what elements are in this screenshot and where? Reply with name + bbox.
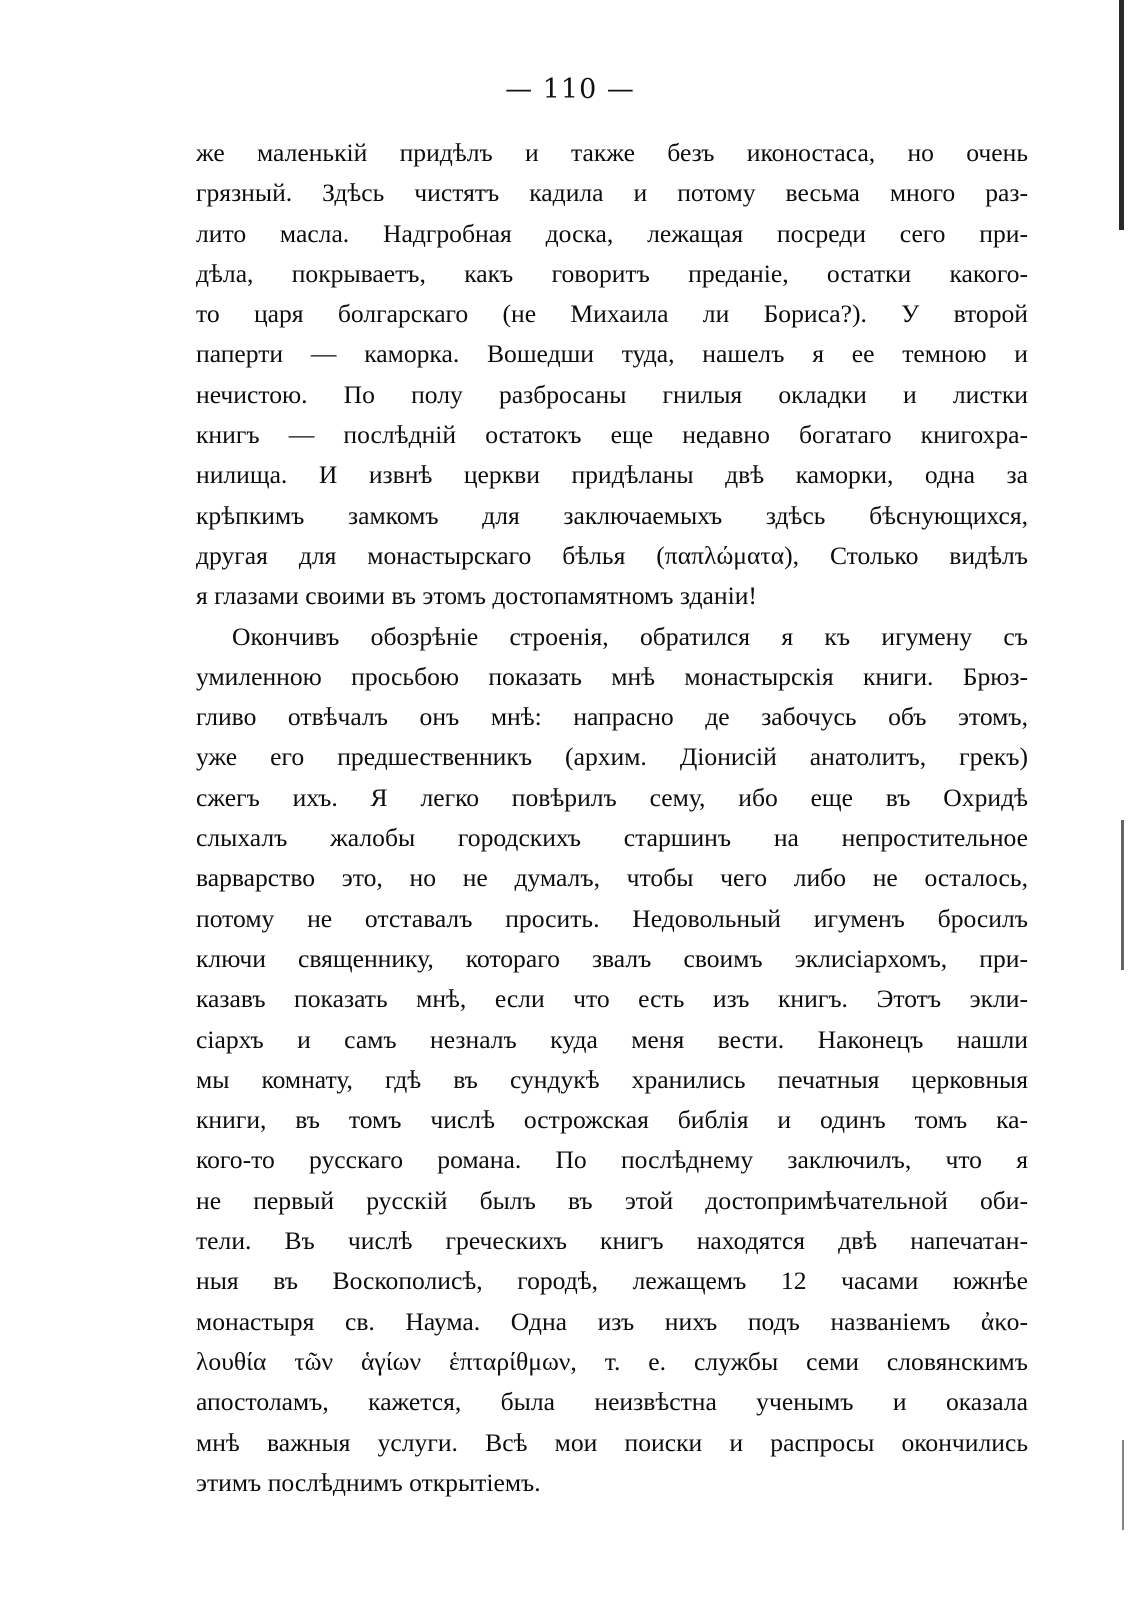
page-number: — 110 — xyxy=(505,74,635,105)
text-line: же маленькій придѣлъ и также безъ иконостаса, но очень xyxy=(196,138,1028,167)
text-line: сіархъ и самъ незналъ куда меня вести. Наконецъ нашли xyxy=(196,1024,1028,1054)
text-line: грязный. Здѣсь чистятъ кадила и потому весьма много раз- xyxy=(196,178,1028,208)
scan-edge-shadow xyxy=(1122,1440,1124,1530)
text-line: мнѣ важныя услуги. Всѣ мои поиски и распросы окончились xyxy=(196,1427,1028,1457)
text-line: другая для монастырскаго бѣлья (παπλώματα), Столько видѣлъ xyxy=(196,540,1028,570)
text-line: книги, въ томъ числѣ острожская библія и одинъ томъ ка- xyxy=(196,1105,1028,1135)
text-line: варварство это, но не думалъ, чтобы чего либо не осталось, xyxy=(196,863,1028,893)
text-line: слыхалъ жалобы городскихъ старшинъ на непростительное xyxy=(196,823,1028,853)
text-line: потому не отставалъ просить. Недовольный игуменъ бросилъ xyxy=(196,903,1028,933)
text-line: лито масла. Надгробная доска, лежащая посреди сего при- xyxy=(196,218,1028,248)
text-line: тели. Въ числѣ греческихъ книгъ находятся двѣ напечатан- xyxy=(196,1226,1028,1256)
text-line: этимъ послѣднимъ открытіемъ. xyxy=(196,1467,541,1497)
text-line: кого-то русскаго романа. По послѣднему заключилъ, что я xyxy=(196,1145,1028,1175)
text-line: не первый русскій былъ въ этой достопримѣчательной оби- xyxy=(196,1185,1028,1215)
scan-edge-shadow xyxy=(1119,0,1124,230)
text-line: крѣпкимъ замкомъ для заключаемыхъ здѣсь бѣснующихся, xyxy=(196,500,1028,530)
text-line: нечистою. По полу разбросаны гнилыя окладки и листки xyxy=(196,379,1028,409)
text-line: дѣла, покрываетъ, какъ говоритъ преданіе, остатки какого- xyxy=(196,258,1028,288)
text-line: сжегъ ихъ. Я легко повѣрилъ сему, ибо еще въ Охридѣ xyxy=(196,782,1028,812)
text-line: мы комнату, гдѣ въ сундукѣ хранились печатныя церковныя xyxy=(196,1064,1028,1094)
text-line: монастыря св. Наума. Одна изъ нихъ подъ названіемъ ἀκο- xyxy=(196,1306,1028,1336)
text-line: апостоламъ, кажется, была неизвѣстна ученымъ и оказала xyxy=(196,1387,1028,1417)
text-line: ныя въ Воскополисѣ, городѣ, лежащемъ 12 часами южнѣе xyxy=(196,1266,1028,1296)
text-line: уже его предшественникъ (архим. Діонисій анатолитъ, грекъ) xyxy=(196,742,1028,772)
text-line: гливо отвѣчалъ онъ мнѣ: напрасно де забочусь объ этомъ, xyxy=(196,702,1028,732)
paragraph-start-line: Окончивъ обозрѣніе строенія, обратился я къ игумену съ xyxy=(232,621,1028,651)
text-line: я глазами своими въ этомъ достопамятномъ зданіи! xyxy=(196,581,757,611)
text-line: умиленною просьбою показать мнѣ монастырскія книги. Брюз- xyxy=(196,661,1028,691)
text-line: ключи священнику, котораго звалъ своимъ эклисіархомъ, при- xyxy=(196,943,1028,973)
scan-edge-shadow xyxy=(1121,820,1124,970)
text-line: казавъ показать мнѣ, если что есть изъ книгъ. Этотъ экли- xyxy=(196,984,1028,1014)
body-text xyxy=(196,133,1028,1503)
text-line: паперти — каморка. Вошедши туда, нашелъ я ее темною и xyxy=(196,339,1028,369)
text-line: книгъ — послѣдній остатокъ еще недавно богатаго книгохра- xyxy=(196,420,1028,450)
text-line: λουθία τῶν ἁγίων ἑπταρίθμων, т. е. службы семи словянскимъ xyxy=(196,1346,1028,1376)
text-line: то царя болгарскаго (не Михаила ли Бориса?). У второй xyxy=(196,299,1028,329)
text-line: нилища. И извнѣ церкви придѣланы двѣ каморки, одна за xyxy=(196,460,1028,490)
